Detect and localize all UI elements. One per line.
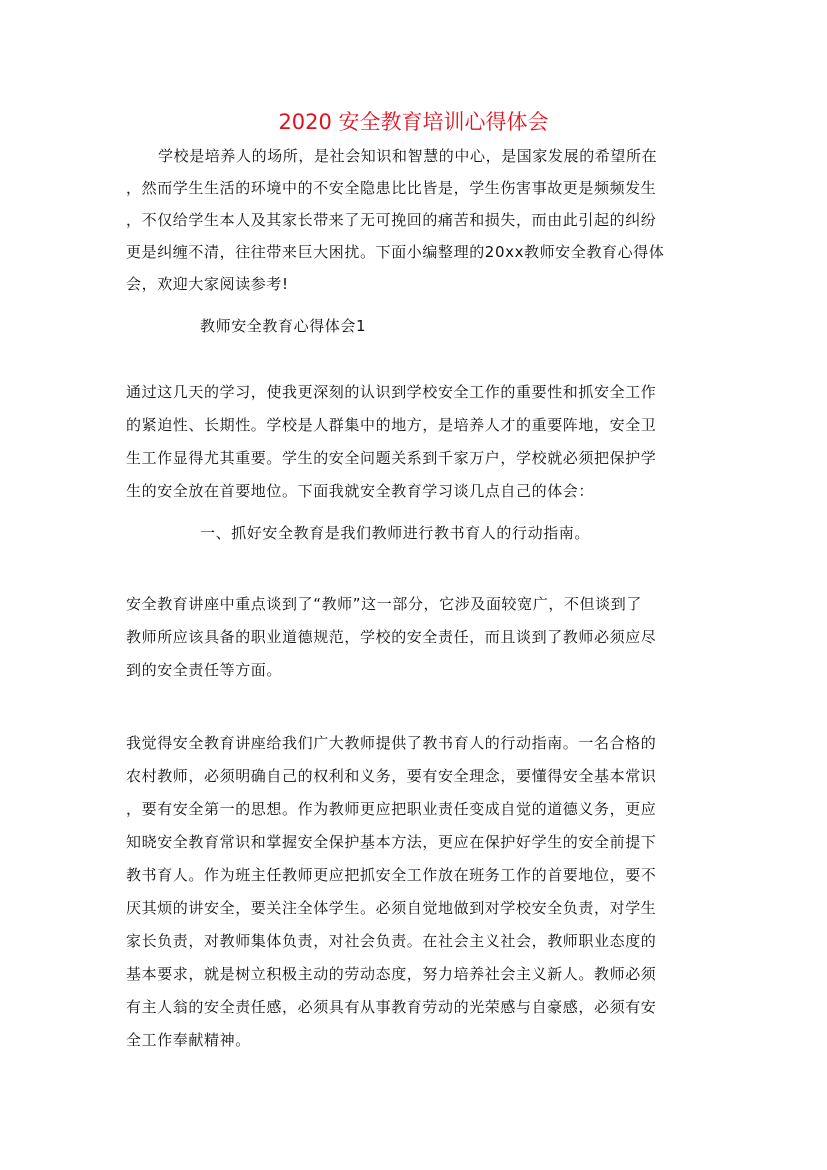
paragraph-line: 农村教师，必须明确自己的权利和义务，要有安全理念，要懂得安全基本常识 <box>126 767 657 785</box>
document-title: 2020 安全教育培训心得体会 <box>278 110 549 134</box>
paragraph-line: 到的安全责任等方面。 <box>126 661 283 679</box>
paragraph-line: 教师所应该具备的职业道德规范，学校的安全责任，而且谈到了教师必须应尽 <box>126 628 657 646</box>
paragraph-line: 家长负责，对教师集体负责，对社会负责。在社会主义社会，教师职业态度的 <box>126 932 657 950</box>
intro-line: 学校是培养人的场所，是社会知识和智慧的中心，是国家发展的希望所在 <box>158 147 658 165</box>
intro-line: 更是纠缠不清，往往带来巨大困扰。下面小编整理的20xx教师安全教育心得体 <box>126 243 665 261</box>
point-heading: 一、抓好安全教育是我们教师进行教书育人的行动指南。 <box>200 524 591 542</box>
intro-line: ，然而学生生活的环境中的不安全隐患比比皆是，学生伤害事故更是频频发生 <box>126 179 657 197</box>
paragraph-line: ，要有安全第一的思想。作为教师更应把职业责任变成自觉的道德义务，更应 <box>126 800 657 818</box>
paragraph-line: 我觉得安全教育讲座给我们广大教师提供了教书育人的行动指南。一名合格的 <box>126 734 657 752</box>
section-heading: 教师安全教育心得体会1 <box>200 317 367 335</box>
paragraph-line: 的紧迫性、长期性。学校是人群集中的地方，是培养人才的重要阵地，安全卫 <box>126 416 657 434</box>
paragraph-line: 生的安全放在首要地位。下面我就安全教育学习谈几点自己的体会： <box>126 482 595 500</box>
intro-line: ，不仅给学生本人及其家长带来了无可挽回的痛苦和损失，而由此引起的纠纷 <box>126 211 657 229</box>
paragraph-line: 通过这几天的学习，使我更深刻的认识到学校安全工作的重要性和抓安全工作 <box>126 383 657 401</box>
paragraph-line: 厌其烦的讲安全，要关注全体学生。必须自觉地做到对学校安全负责，对学生 <box>126 899 657 917</box>
paragraph-line: 安全教育讲座中重点谈到了“教师”这一部分，它涉及面较宽广，不但谈到了 <box>126 595 642 613</box>
paragraph-line: 基本要求，就是树立积极主动的劳动态度，努力培养社会主义新人。教师必须 <box>126 965 657 983</box>
intro-line: 会，欢迎大家阅读参考! <box>126 275 289 293</box>
paragraph-line: 全工作奉献精神。 <box>126 1031 251 1049</box>
paragraph-line: 知晓安全教育常识和掌握安全保护基本方法，更应在保护好学生的安全前提下 <box>126 833 657 851</box>
paragraph-line: 生工作显得尤其重要。学生的安全问题关系到千家万户，学校就必须把保护学 <box>126 449 657 467</box>
paragraph-line: 教书育人。作为班主任教师更应把抓安全工作放在班务工作的首要地位，要不 <box>126 866 657 884</box>
paragraph-line: 有主人翁的安全责任感，必须具有从事教育劳动的光荣感与自豪感，必须有安 <box>126 998 657 1016</box>
